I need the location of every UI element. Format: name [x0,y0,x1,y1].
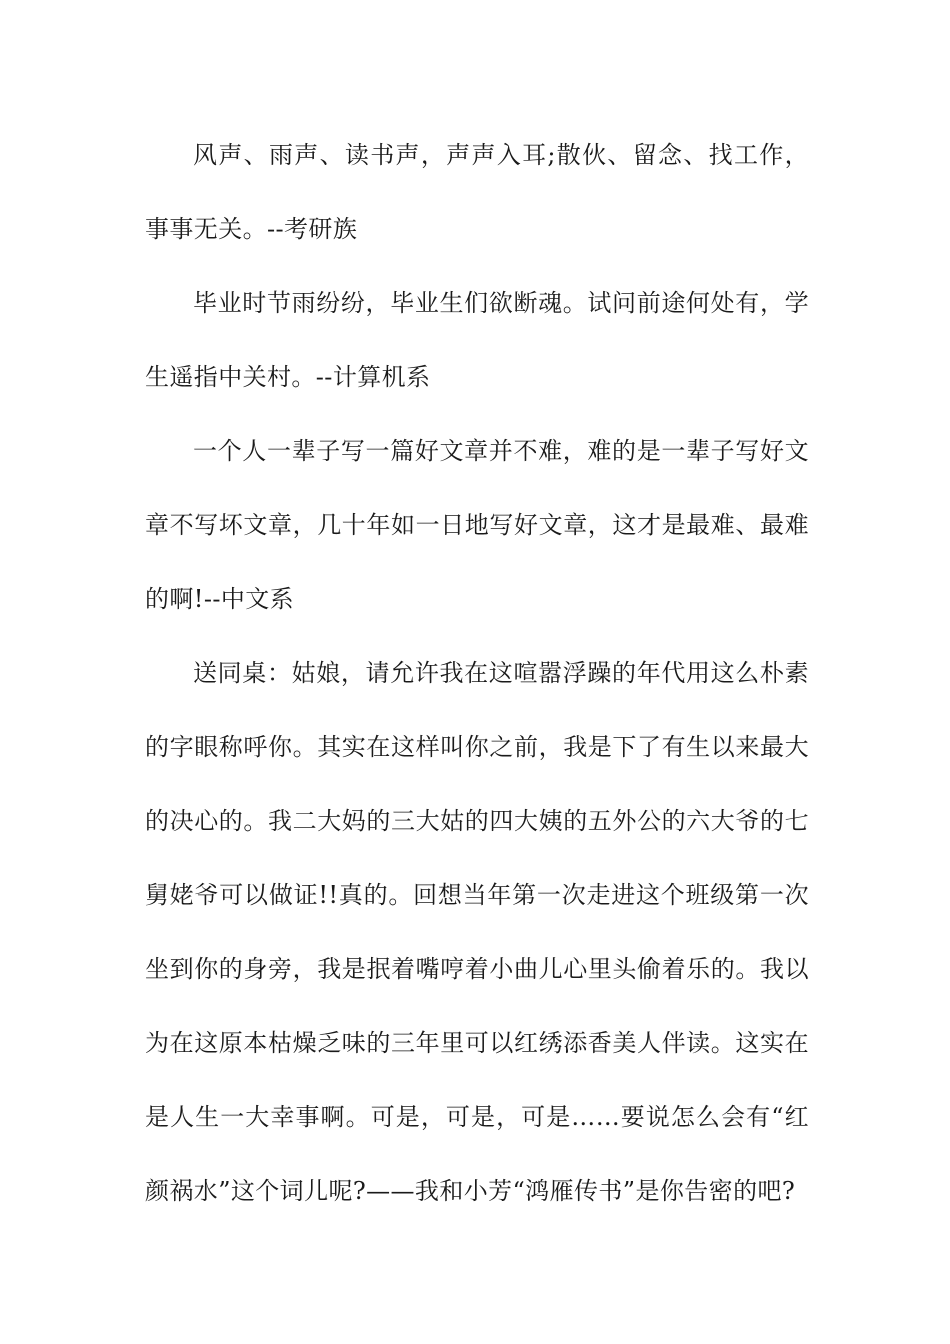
document-body [145,118,809,1228]
paragraph-2: 毕业时节雨纷纷，毕业生们欲断魂。试问前途何处有，学生遥指中关村。--计算机系 [145,289,809,391]
paragraph-4: 送同桌：姑娘，请允许我在这喧嚣浮躁的年代用这么朴素的字眼称呼你。其实在这样叫你之前，我是下了有生以来最大的决心的。我二大妈的三大姑的四大姨的五外公的六大爷的七舅姥爷可以做证!!真的。回想当年第一次走进这个班级第一次坐到你的身旁，我是抿着嘴哼着小曲儿心里头偷着乐的。我以为在这原本枯燥乏味的三年里可以红绣添香美人伴读。这实在是人生一大幸事啊。可是，可是，可是……要说怎么会有“红颜祸水”这个词儿呢?——我和小芳“鸿雁传书”是你告密的吧? [145,659,809,1205]
paragraph-1: 风声、雨声、读书声，声声入耳;散伙、留念、找工作，事事无关。--考研族 [145,141,809,243]
paragraph-3: 一个人一辈子写一篇好文章并不难，难的是一辈子写好文章不写坏文章，几十年如一日地写好文章，这才是最难、最难的啊!--中文系 [145,437,809,613]
